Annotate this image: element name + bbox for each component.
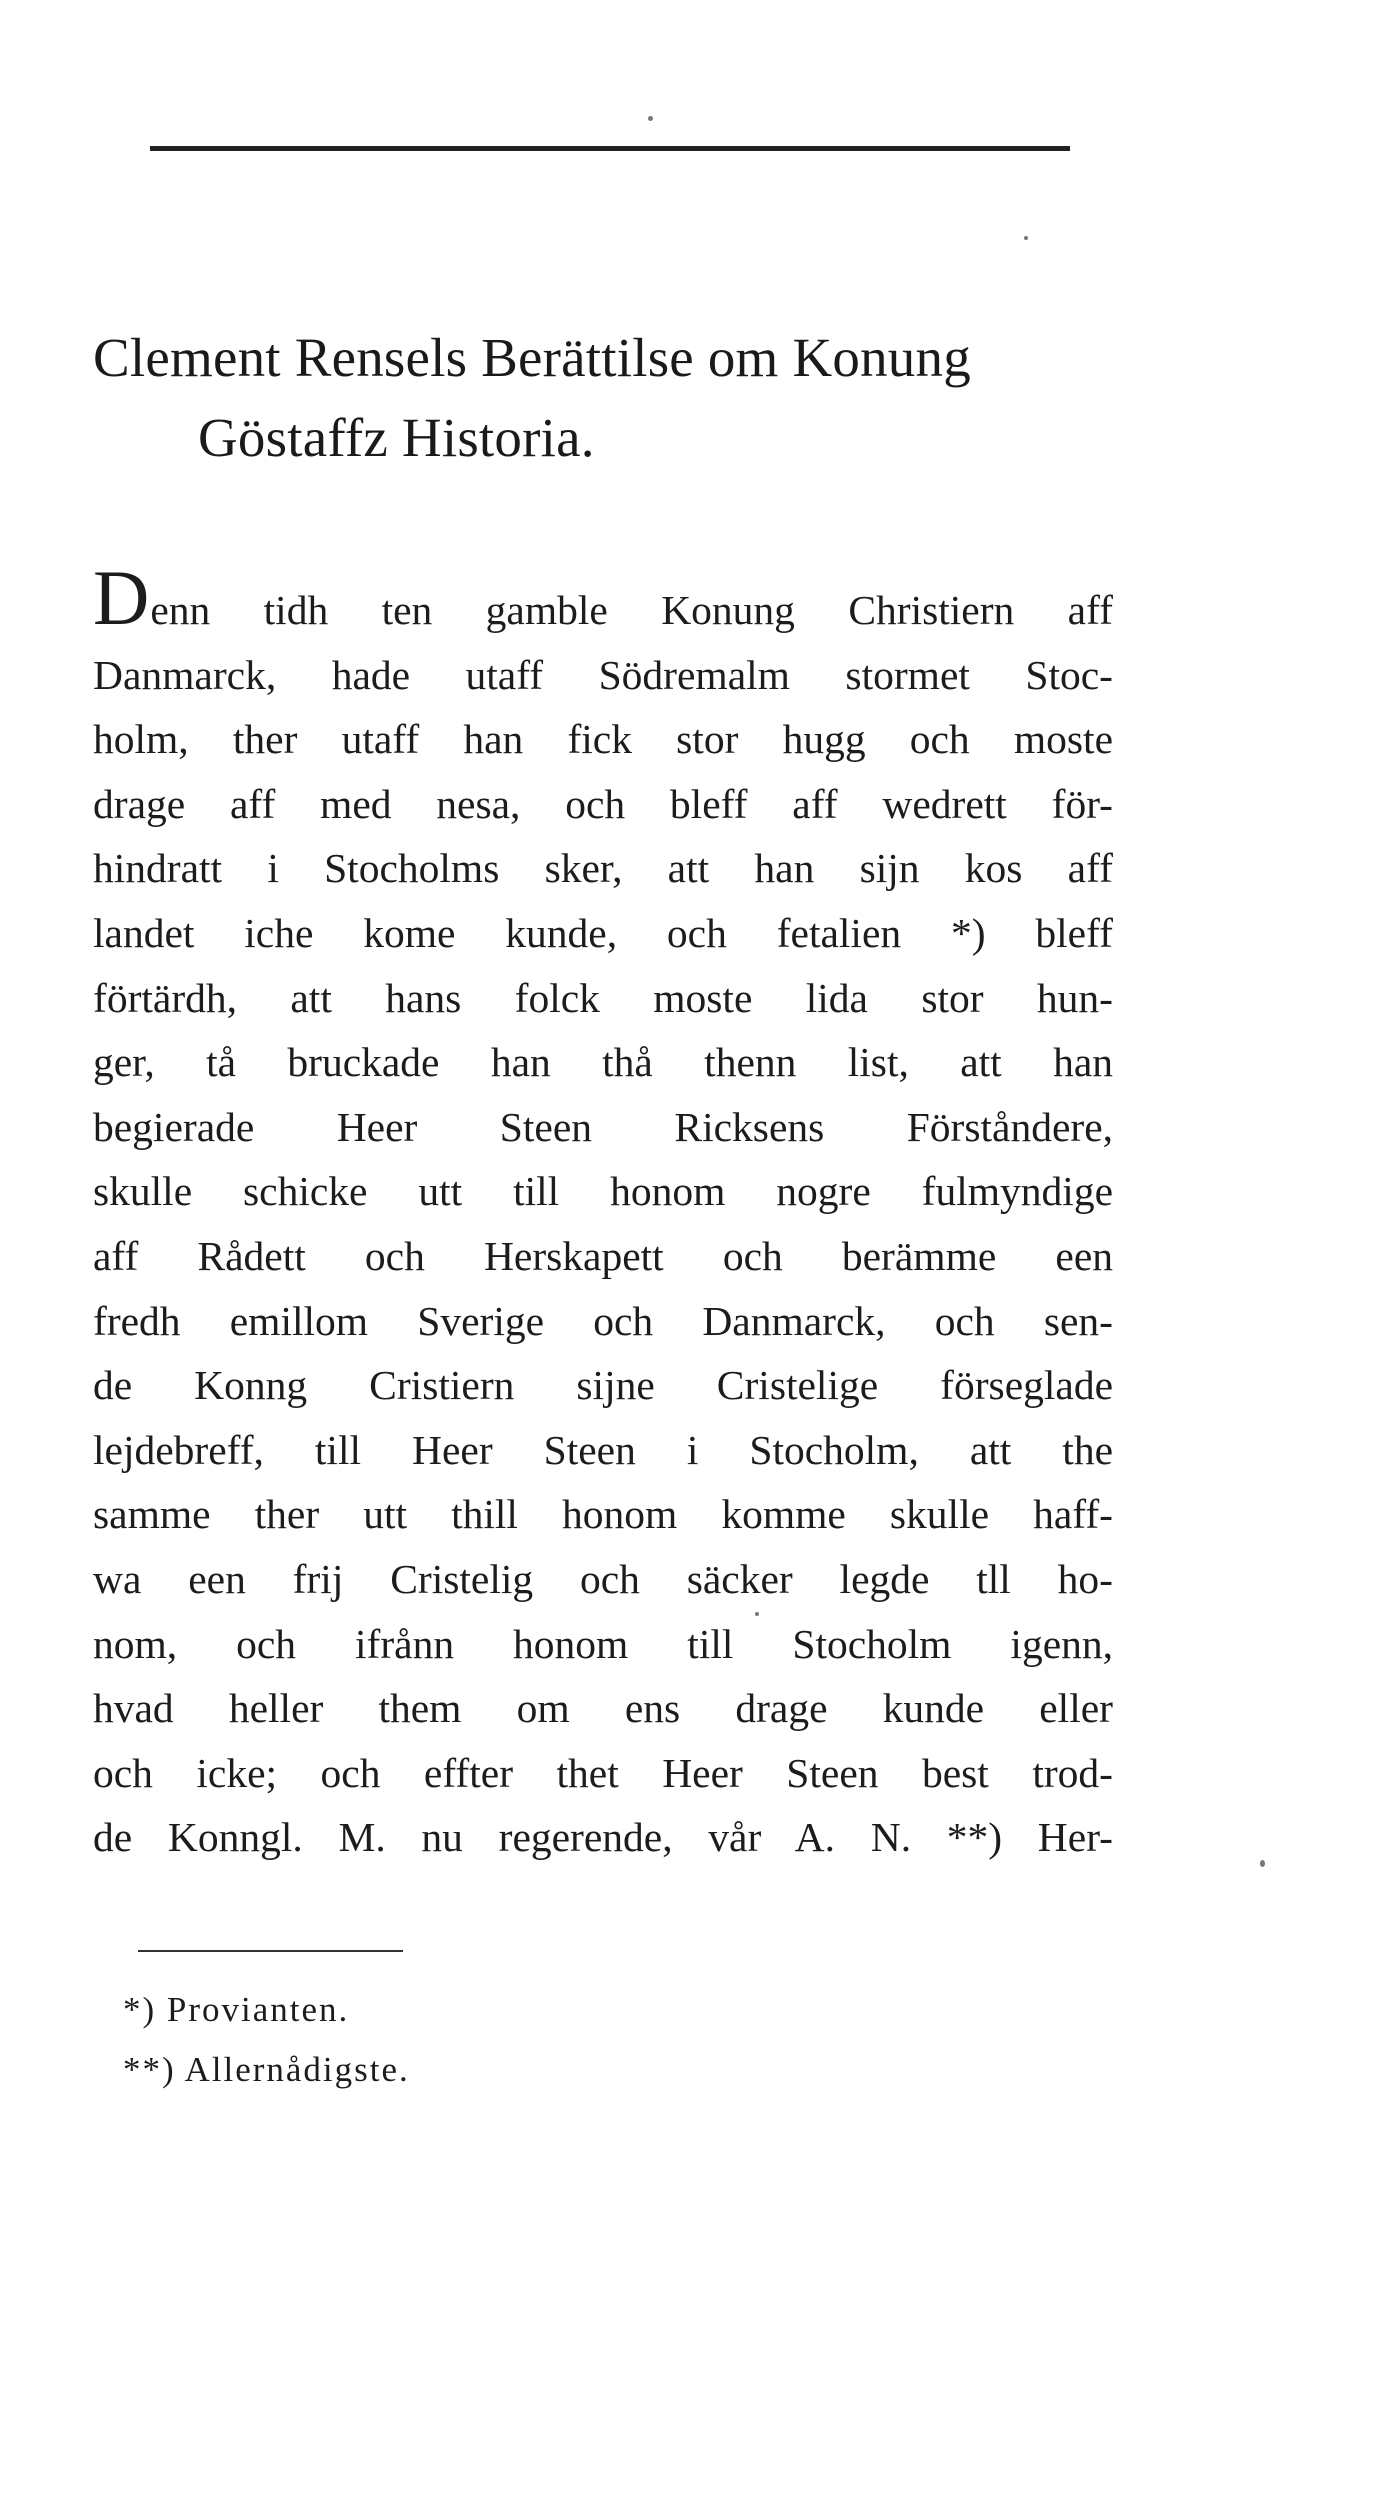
footnote: **) Allernådigste. [123,2050,410,2089]
text-line: landet iche kome kunde, och fetalien *) bleff [93,909,1113,956]
text-line: fredh emillom Sverige och Danmarck, och sen- [93,1297,1113,1344]
text-line: holm, ther utaff han fick stor hugg och moste [93,716,1113,763]
footnote-rule [138,1950,403,1952]
text-line: ger, tå bruckade han thå thenn list, att han [93,1039,1113,1086]
text-line: samme ther utt thill honom komme skulle haff- [93,1491,1113,1538]
drop-cap: D [93,554,150,641]
text-line: Danmarck, hade utaff Södremalm stormet Stoc- [93,651,1113,698]
text-line: de Konngl. M. nu regerende, vår A. N. **) Her- [93,1814,1113,1861]
body-text [93,554,1113,1870]
text-line: hvad heller them om ens drage kunde eller [93,1685,1113,1732]
paper-speck [1024,236,1028,240]
title-line-1: Clement Rensels Berättilse om Konung [93,327,971,388]
text-line: skulle schicke utt till honom nogre fulmyndige [93,1168,1113,1215]
text-line [93,554,1113,643]
text-line: begierade Heer Steen Ricksens Förståndere, [93,1103,1113,1150]
paper-speck [1260,1860,1265,1867]
text-line: och icke; och effter thet Heer Steen best trod- [93,1749,1113,1796]
page-title [93,318,1293,478]
title-line-2: Göstaffz Historia. [198,407,595,468]
paper-speck [648,116,653,121]
footnote: *) Provianten. [123,1990,350,2029]
header-rule [150,146,1070,151]
text-line: förtärdh, att hans folck moste lida stor hun- [93,974,1113,1021]
footnotes [123,1980,410,2100]
text-line: hindratt i Stocholms sker, att han sijn kos aff [93,845,1113,892]
text-line: aff Rådett och Herskapett och berämme een [93,1232,1113,1279]
text-line: wa een frij Cristelig och säcker legde tll ho- [93,1555,1113,1602]
text-line-content: enn tidh ten gamble Konung Christiern aff [150,587,1113,633]
text-line: lejdebreff, till Heer Steen i Stocholm, att the [93,1426,1113,1473]
text-line: de Konng Cristiern sijne Cristelige förseglade [93,1362,1113,1409]
text-line: drage aff med nesa, och bleff aff wedrett för- [93,780,1113,827]
text-line: nom, och ifrånn honom till Stocholm igenn, [93,1620,1113,1667]
